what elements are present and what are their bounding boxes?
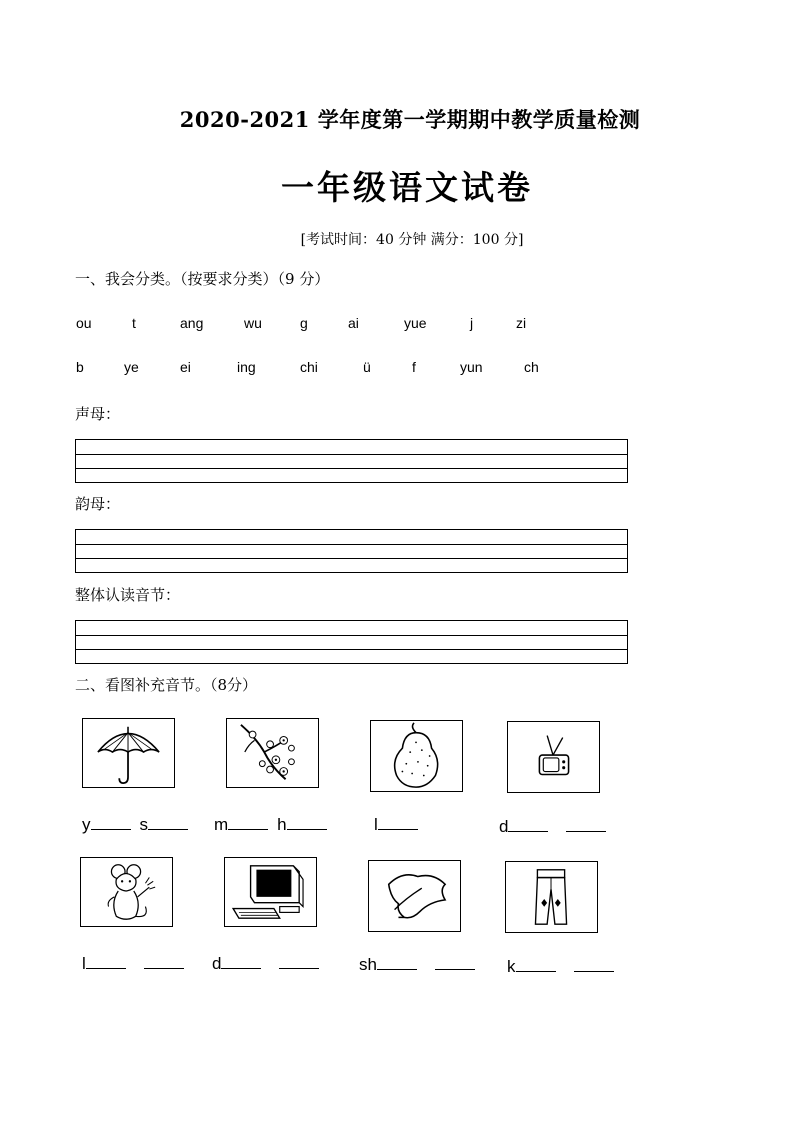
- pinyin-item: ye: [124, 359, 139, 375]
- pinyin-item: ou: [76, 315, 92, 331]
- answer-leaf: [359, 955, 475, 975]
- pinyin-item: ang: [180, 315, 204, 331]
- mouse-icon: [81, 858, 172, 926]
- pinyin-item: j: [470, 315, 474, 331]
- answer-mouse: [82, 954, 184, 974]
- syllable-initial: s: [139, 815, 148, 834]
- pinyin-item: ai: [348, 315, 359, 331]
- answer-blank[interactable]: [228, 815, 268, 830]
- answer-blank[interactable]: [91, 815, 131, 830]
- answer-blank[interactable]: [378, 815, 418, 830]
- answer-blank[interactable]: [86, 954, 126, 969]
- answer-lines-finals[interactable]: [75, 529, 628, 573]
- plum-blossom-picture: [226, 718, 319, 788]
- computer-picture: [224, 857, 317, 927]
- exam-title: 一年级语文试卷: [281, 168, 533, 207]
- syllable-initial: h: [277, 815, 287, 834]
- pinyin-item: ing: [237, 359, 256, 375]
- answer-blank[interactable]: [144, 954, 184, 969]
- section-1-heading: 一、我会分类。（按要求分类）（9 分）: [75, 270, 330, 288]
- leaf-picture: [368, 860, 461, 932]
- answer-lines-initials[interactable]: [75, 439, 628, 483]
- answer-blank[interactable]: [148, 815, 188, 830]
- syllable-initial: d: [212, 954, 222, 973]
- category-label-initials: 声母：: [75, 405, 121, 423]
- trousers-picture: [505, 861, 598, 933]
- pinyin-item: t: [132, 315, 136, 331]
- computer-icon: [225, 858, 316, 926]
- pinyin-item: b: [76, 359, 84, 375]
- answer-trousers: [507, 957, 614, 977]
- umbrella-icon: [83, 719, 174, 787]
- pinyin-item: g: [300, 315, 308, 331]
- syllable-initial: sh: [359, 955, 377, 974]
- syllable-initial: d: [499, 817, 509, 836]
- section-2-heading: 二、看图补充音节。（8分）: [75, 676, 258, 694]
- pinyin-item: yun: [460, 359, 483, 375]
- exam-subtitle: 2020-2021 学年度第一学期期中教学质量检测: [179, 107, 641, 132]
- syllable-initial: k: [507, 957, 516, 976]
- pinyin-item: f: [412, 359, 416, 375]
- answer-blank[interactable]: [516, 957, 556, 972]
- answer-blank[interactable]: [279, 954, 319, 969]
- category-label-whole-syllables: 整体认读音节：: [75, 586, 181, 604]
- exam-info: [考试时间：40 分钟 满分：100 分]: [300, 232, 524, 248]
- pear-icon: [371, 721, 462, 791]
- plum-blossom-icon: [227, 719, 318, 787]
- television-icon: [508, 722, 599, 792]
- answer-lines-whole-syllables[interactable]: [75, 620, 628, 664]
- category-label-finals: 韵母：: [75, 495, 121, 513]
- umbrella-picture: [82, 718, 175, 788]
- syllable-initial: l: [82, 954, 86, 973]
- answer-umbrella: [82, 815, 188, 835]
- leaf-icon: [369, 861, 460, 931]
- pinyin-item: ei: [180, 359, 191, 375]
- answer-blank[interactable]: [435, 955, 475, 970]
- answer-blank[interactable]: [574, 957, 614, 972]
- answer-pear: [374, 815, 418, 835]
- pinyin-item: yue: [404, 315, 427, 331]
- pinyin-item: wu: [244, 315, 262, 331]
- answer-blank[interactable]: [221, 954, 261, 969]
- pinyin-item: ch: [524, 359, 539, 375]
- pear-picture: [370, 720, 463, 792]
- pinyin-item: ü: [363, 359, 371, 375]
- answer-blank[interactable]: [566, 817, 606, 832]
- trousers-icon: [506, 862, 597, 932]
- answer-blank[interactable]: [287, 815, 327, 830]
- answer-television: [499, 817, 606, 837]
- answer-blank[interactable]: [377, 955, 417, 970]
- answer-blank[interactable]: [508, 817, 548, 832]
- syllable-initial: y: [82, 815, 91, 834]
- syllable-initial: l: [374, 815, 378, 834]
- syllable-initial: m: [214, 815, 229, 834]
- television-picture: [507, 721, 600, 793]
- pinyin-item: zi: [516, 315, 527, 331]
- mouse-picture: [80, 857, 173, 927]
- answer-computer: [212, 954, 319, 974]
- answer-plum-blossom: [214, 815, 327, 835]
- pinyin-item: chi: [300, 359, 318, 375]
